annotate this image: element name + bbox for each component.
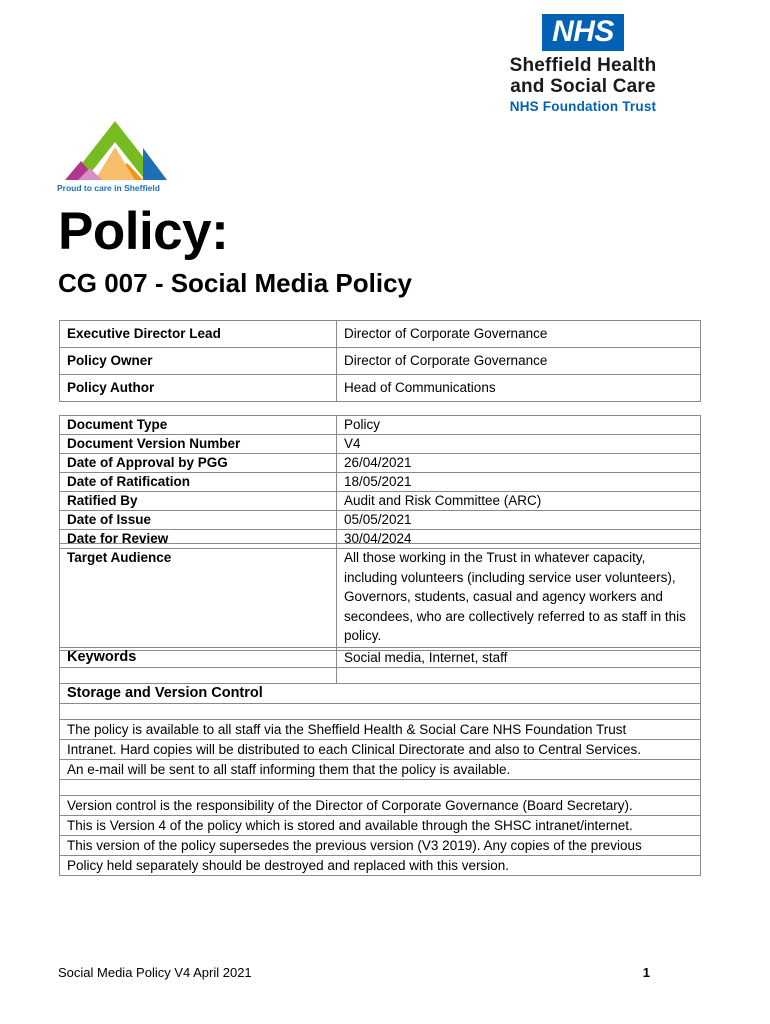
role-value: Director of Corporate Governance [337, 321, 701, 348]
document-label: Date of Ratification [60, 473, 337, 492]
storage-version-control-table [59, 647, 701, 876]
page-title: Policy: [58, 202, 229, 261]
trust-name-line-2: and Social Care [510, 76, 656, 97]
table-row [60, 348, 701, 375]
foundation-trust-line: NHS Foundation Trust [509, 99, 657, 114]
table-row [60, 760, 701, 780]
proud-logo-caption: Proud to care in Sheffield [57, 183, 160, 193]
role-label: Policy Author [60, 375, 337, 402]
table-row [60, 740, 701, 760]
document-details-table [59, 415, 701, 549]
trust-name-line-1: Sheffield Health [509, 55, 657, 76]
table-row [60, 720, 701, 740]
proud-to-care-triangle-icon [57, 117, 173, 195]
document-label: Date of Approval by PGG [60, 454, 337, 473]
table-row [60, 492, 701, 511]
table-row [60, 454, 701, 473]
document-value: Policy [337, 416, 701, 435]
document-value: 18/05/2021 [337, 473, 701, 492]
table-row [60, 416, 701, 435]
nhs-badge-icon: NHS [542, 14, 624, 51]
table-row [60, 856, 701, 876]
role-label: Executive Director Lead [60, 321, 337, 348]
table-row [60, 836, 701, 856]
storage-text-line: This version of the policy supersedes the previous version (V3 2019). Any copies of the previous [60, 836, 701, 856]
role-value: Director of Corporate Governance [337, 348, 701, 375]
footer-document-reference: Social Media Policy V4 April 2021 [58, 965, 252, 980]
spacer-cell [60, 668, 337, 684]
document-value: Audit and Risk Committee (ARC) [337, 492, 701, 511]
document-value: 26/04/2021 [337, 454, 701, 473]
storage-text-line: Policy held separately should be destroyed and replaced with this version. [60, 856, 701, 876]
table-row-spacer [60, 780, 701, 796]
target-audience-table [59, 543, 701, 651]
table-row [60, 544, 701, 651]
table-row [60, 796, 701, 816]
document-value: 30/04/2024 [337, 530, 701, 549]
target-audience-label: Target Audience [60, 544, 337, 651]
page-footer [58, 965, 712, 980]
table-row-spacer [60, 704, 701, 720]
table-row [60, 375, 701, 402]
storage-section-heading: Storage and Version Control [60, 684, 701, 704]
storage-text-line: Intranet. Hard copies will be distributed to each Clinical Directorate and also to Central Services. [60, 740, 701, 760]
document-label: Ratified By [60, 492, 337, 511]
table-row [60, 648, 701, 668]
spacer-cell [337, 668, 701, 684]
document-value: V4 [337, 435, 701, 454]
footer-page-number: 1 [642, 965, 650, 980]
document-label: Date for Review [60, 530, 337, 549]
keywords-label: Keywords [60, 648, 337, 668]
document-value: 05/05/2021 [337, 511, 701, 530]
table-row [60, 321, 701, 348]
storage-text-line: An e-mail will be sent to all staff informing them that the policy is available. [60, 760, 701, 780]
role-value: Head of Communications [337, 375, 701, 402]
role-label: Policy Owner [60, 348, 337, 375]
proud-to-care-logo [57, 117, 173, 195]
storage-text-line: Version control is the responsibility of the Director of Corporate Governance (Board Secretary). [60, 796, 701, 816]
table-row [60, 816, 701, 836]
nhs-trust-logo [478, 14, 688, 115]
document-label: Document Type [60, 416, 337, 435]
blue-triangle-shape [143, 148, 167, 180]
document-label: Document Version Number [60, 435, 337, 454]
table-row-spacer [60, 668, 701, 684]
spacer-cell [60, 780, 701, 796]
keywords-value: Social media, Internet, staff [337, 648, 701, 668]
document-label: Date of Issue [60, 511, 337, 530]
page-subtitle: CG 007 - Social Media Policy [58, 268, 413, 298]
spacer-cell [60, 704, 701, 720]
target-audience-value: All those working in the Trust in whatever capacity, including volunteers (including service user volunteers), Governors, students, casual and agency workers and secondees, who are collectively referred to as staff in this policy. [337, 544, 701, 651]
table-row [60, 511, 701, 530]
table-row [60, 435, 701, 454]
storage-text-line: This is Version 4 of the policy which is stored and available through the SHSC intranet/internet. [60, 816, 701, 836]
table-row [60, 473, 701, 492]
storage-text-line: The policy is available to all staff via the Sheffield Health & Social Care NHS Foundation Trust [60, 720, 701, 740]
table-row [60, 684, 701, 704]
roles-table [59, 320, 701, 402]
